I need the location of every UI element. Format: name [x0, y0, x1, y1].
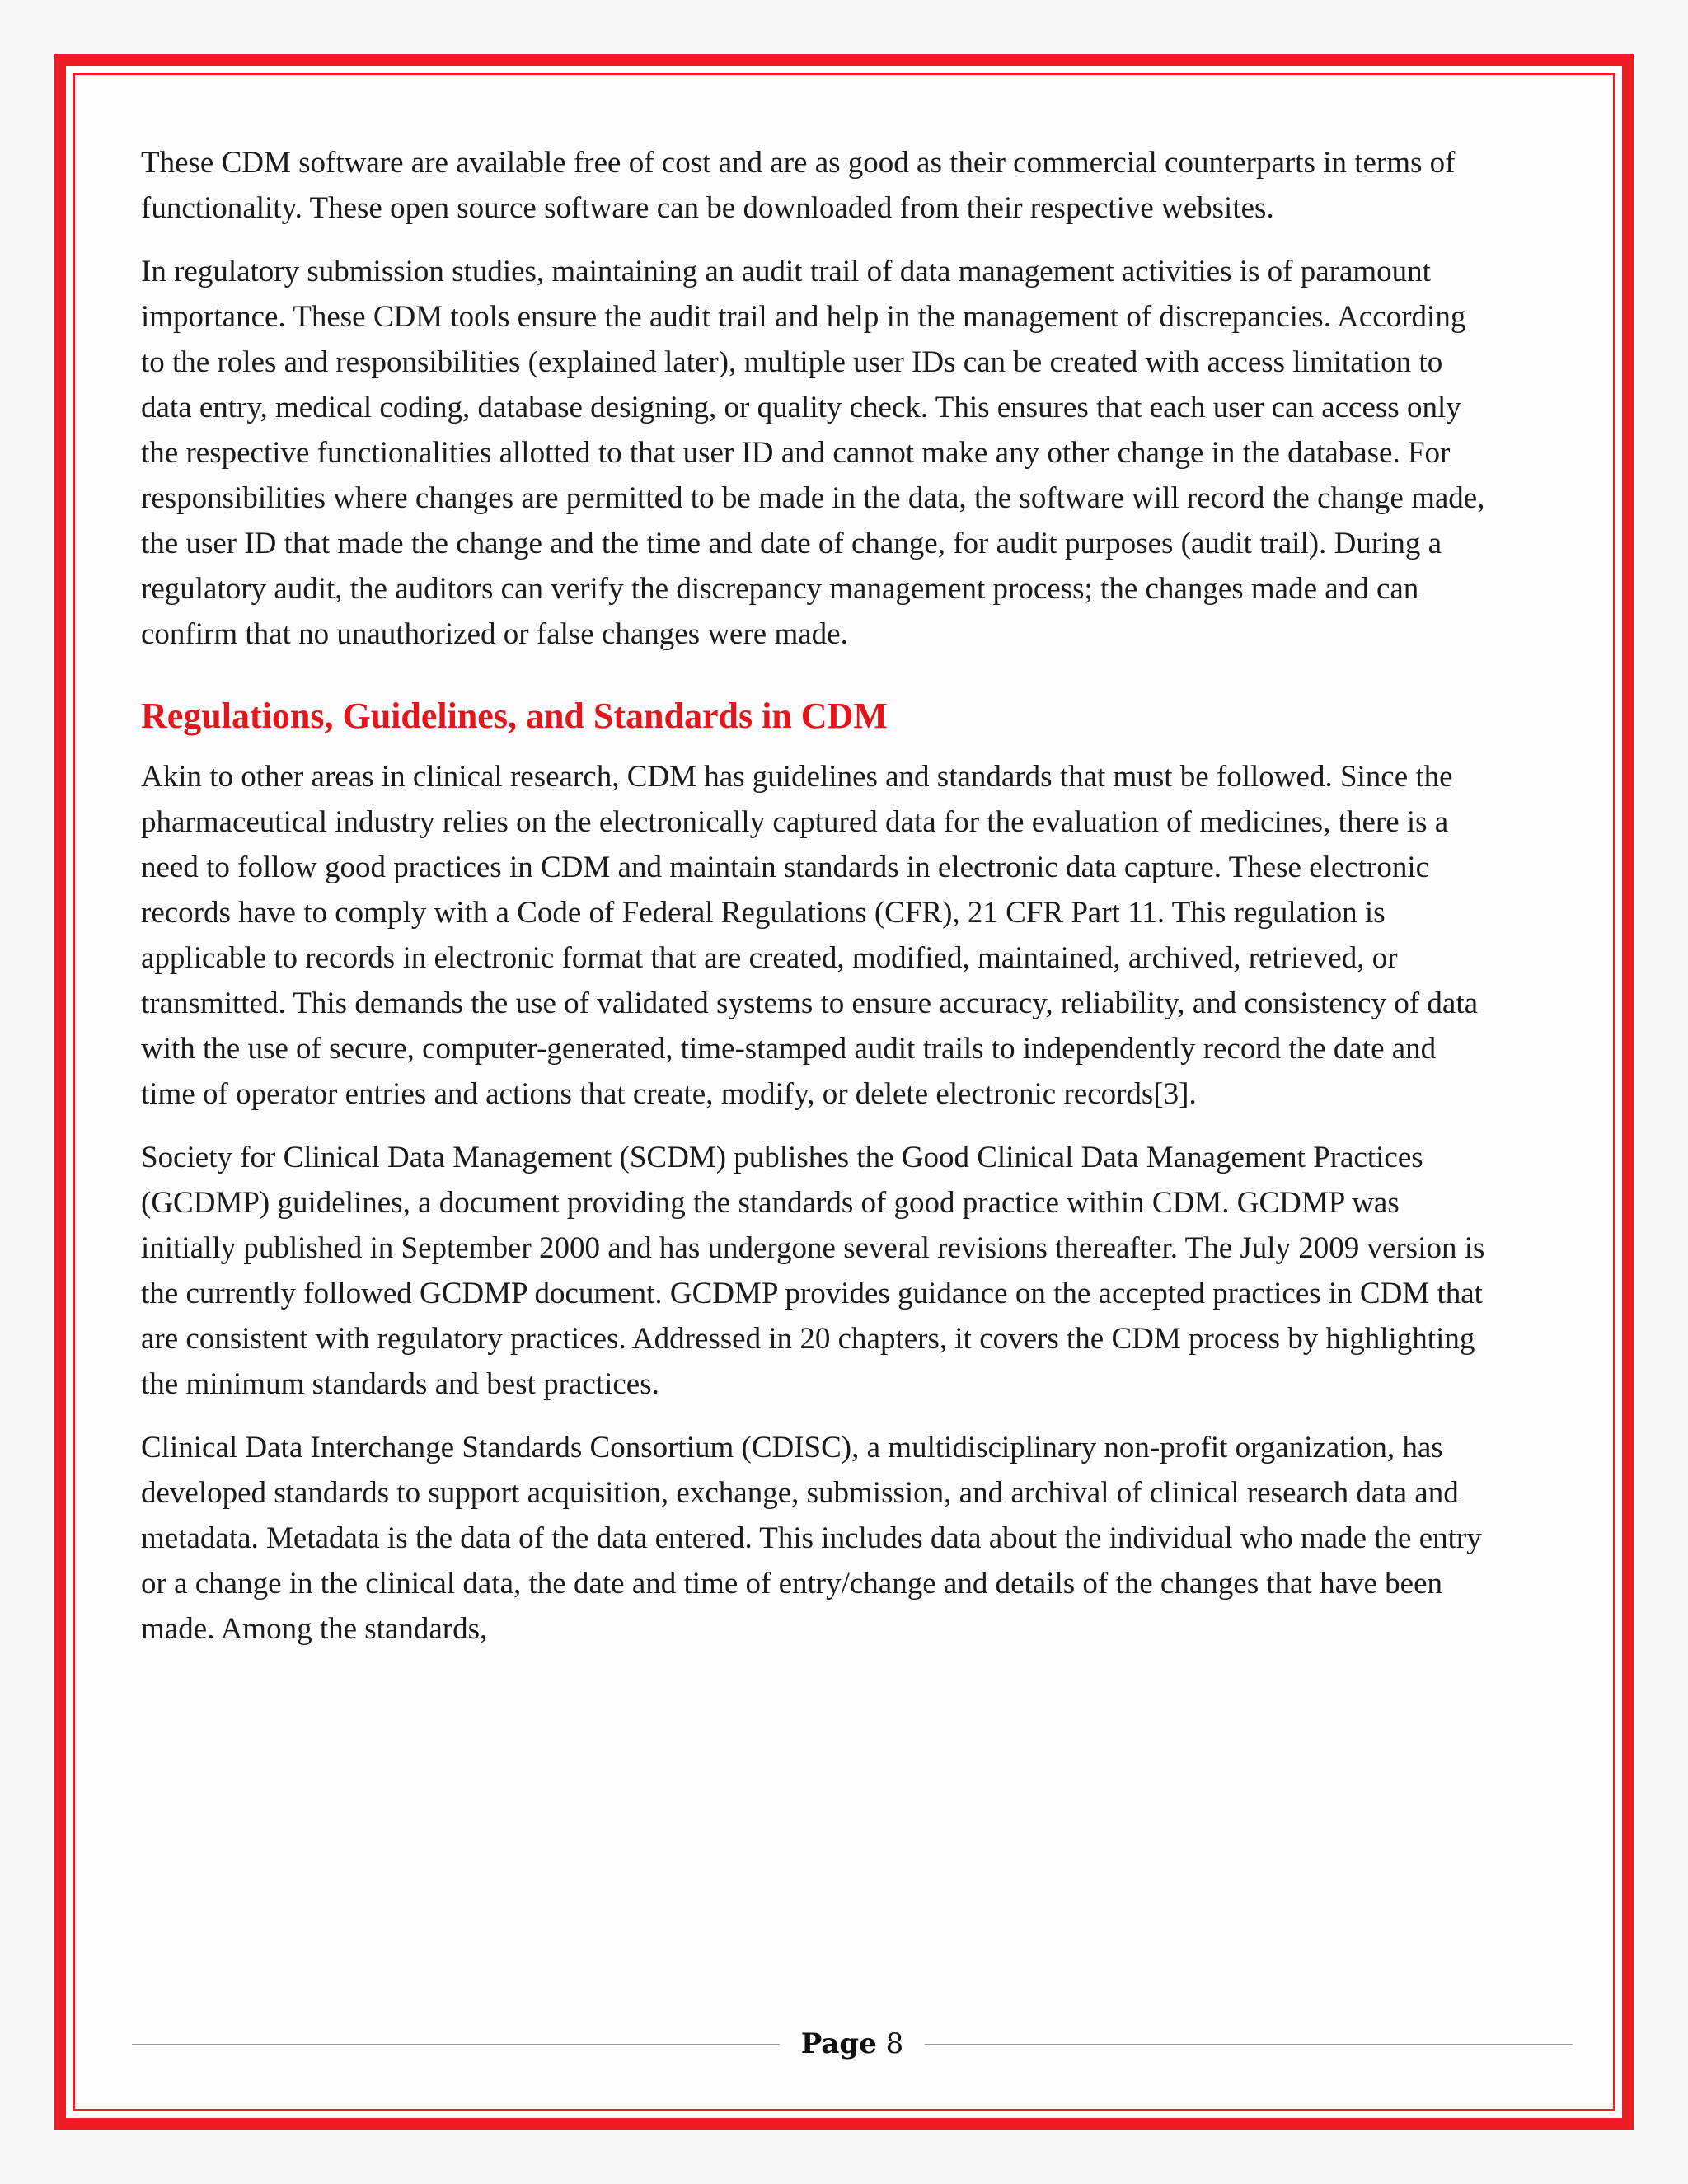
paragraph-cdisc: Clinical Data Interchange Standards Consortium (CDISC), a multidisciplinary non-profit organization, has developed standards to support acquisition, exchange, submission, and archival of clinical research data and metadata. Metadata is the data of the data entered. This includes data about the individual who made the entry or a change in the clinical data, the date and time of entry/change and details of the changes that have been made. Among the standards,: [141, 1431, 1482, 1646]
paragraph-audit-trail: In regulatory submission studies, maintaining an audit trail of data management activities is of paramount importance. These CDM tools ensure the audit trail and help in the management of discrepancies. According to the roles and responsibilities (explained later), multiple user IDs can be created with access limitation to data entry, medical coding, database designing, or quality check. This ensures that each user can access only the respective functionalities allotted to that user ID and cannot make any other change in the database. For responsibilities where changes are permitted to be made in the data, the software will record the change made, the user ID that made the change and the time and date of change, for audit purposes (audit trail). During a regulatory audit, the auditors can verify the discrepancy management process; the changes made and can confirm that no unauthorized or false changes were made.: [141, 255, 1485, 651]
page-word: Page: [800, 2027, 877, 2060]
paragraph-cfr-part-11: Akin to other areas in clinical research, CDM has guidelines and standards that must be followed. Since the pharmaceutical industry relies on the electronically captured data for the evaluation of medicines, there is a need to follow good practices in CDM and maintain standards in electronic data capture. These electronic records have to comply with a Code of Federal Regulations (CFR), 21 CFR Part 11. This regulation is applicable to records in electronic format that are created, modified, maintained, archived, retrieved, or transmitted. This demands the use of validated systems to ensure accuracy, reliability, and consistency of data with the use of secure, computer-generated, time-stamped audit trails to independently record the date and time of operator entries and actions that create, modify, or delete electronic records[3].: [141, 760, 1479, 1111]
footer-rule-right: [925, 2044, 1573, 2045]
page-number-label: [780, 2027, 926, 2060]
page-content: [141, 140, 1493, 1670]
page-footer: [132, 2023, 1573, 2064]
footer-rule-left: [132, 2044, 780, 2045]
section-heading: Regulations, Guidelines, and Standards in CDM: [141, 696, 888, 736]
page-number: 8: [885, 2027, 904, 2060]
paragraph-scdm-gcdmp: Society for Clinical Data Management (SCDM) publishes the Good Clinical Data Management Practices (GCDMP) guidelines, a document providing the standards of good practice within CDM. GCDMP was initially published in September 2000 and has undergone several revisions thereafter. The July 2009 version is the currently followed GCDMP document. GCDMP provides guidance on the accepted practices in CDM that are consistent with regulatory practices. Addressed in 20 chapters, it covers the CDM process by highlighting the minimum standards and best practices.: [141, 1141, 1485, 1401]
paragraph-open-source-cdm: These CDM software are available free of cost and are as good as their commercial counterparts in terms of functionality. These open source software can be downloaded from their respective websites.: [141, 146, 1456, 225]
